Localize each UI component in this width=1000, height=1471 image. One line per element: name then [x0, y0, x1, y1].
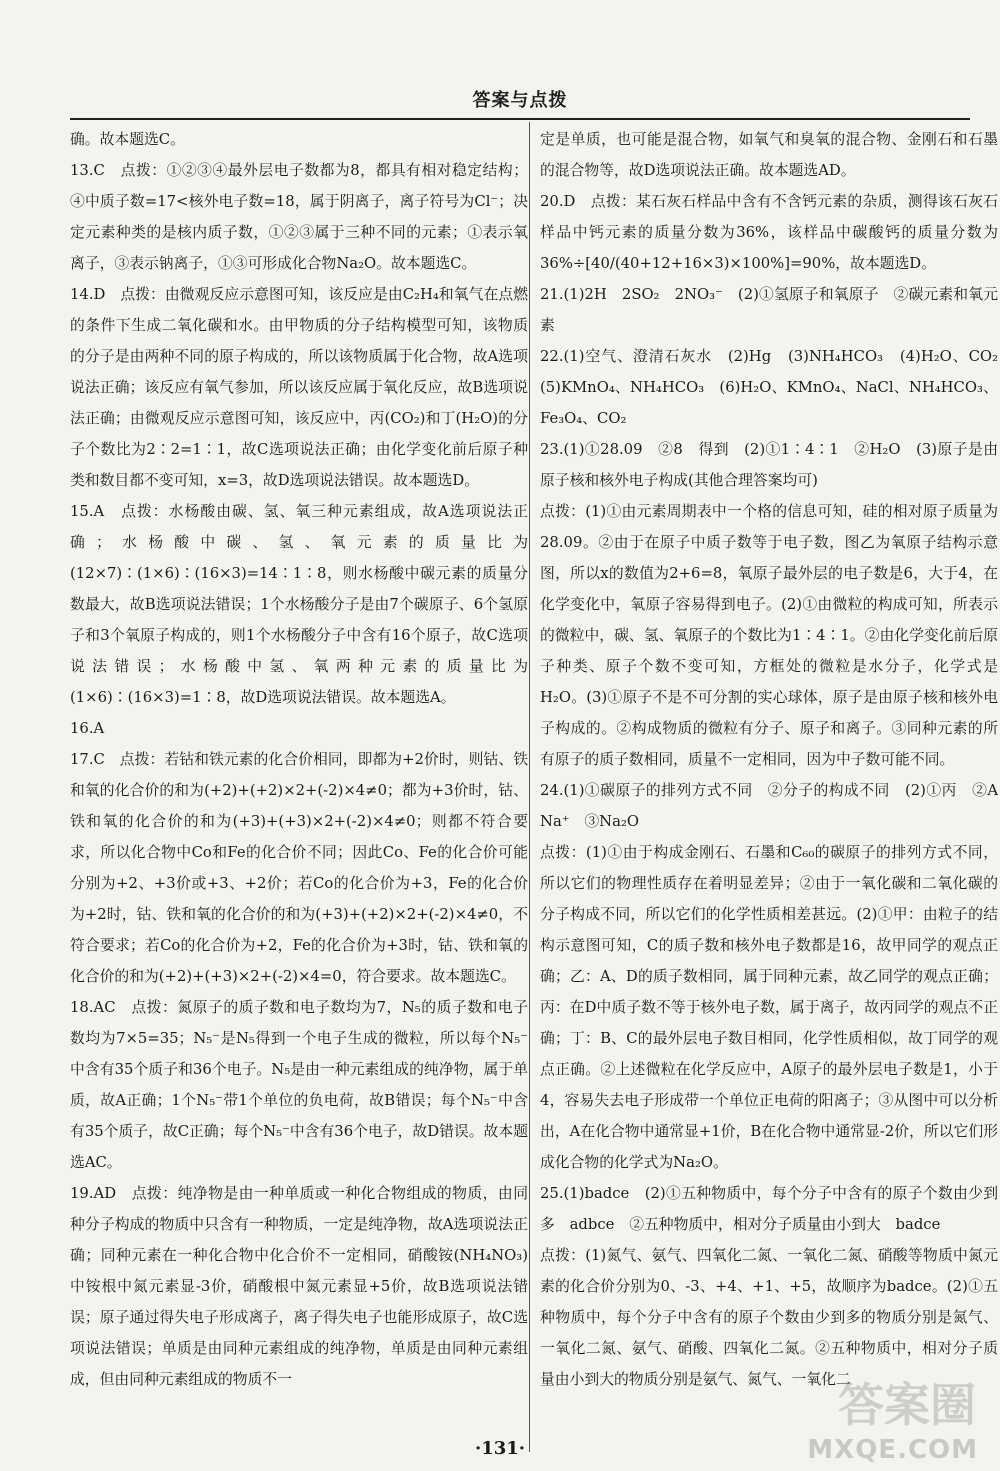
left-column	[70, 124, 528, 1444]
watermark-stamp: 答案圈	[838, 1378, 976, 1432]
answer-19: 19.AD 点拨：纯净物是由一种单质或一种化合物组成的物质，由同种分子构成的物质中只含有一种物质，一定是纯净物，故A选项说法正确；同种元素在一种化合物中化合价不一定相同，硝酸铵(NH₄NO₃)中铵根中氮元素显-3价，硝酸根中氮元素显+5价，故B选项说法错误；原子通过得失电子形成离子，离子得失电子也能形成原子，故C选项说法错误；单质是由同种元素组成的纯净物，单质是由同种元素组成，但由同种元素组成的物质不一	[70, 1185, 528, 1388]
page-header	[70, 86, 970, 118]
answer-18: 18.AC 点拨：氮原子的质子数和电子数均为7，N₅的质子数和电子数均为7×5=35；N₅⁻是N₅得到一个电子生成的微粒，所以每个N₅⁻中含有35个质子和36个电子。N₅是由一种元素组成的纯净物，属于单质，故A正确；1个N₅⁻带1个单位的负电荷，故B错误；每个N₅⁻中含有35个质子，故C正确；每个N₅⁻中含有36个电子，故D错误。故本题选AC。	[70, 999, 528, 1171]
answer-21: 21.(1)2H 2SO₂ 2NO₃⁻ (2)①氢原子和氧原子 ②碳元素和氧元素	[540, 286, 998, 334]
answer-23-explanation: 点拨：(1)①由元素周期表中一个格的信息可知，硅的相对原子质量为28.09。②由于在原子中质子数等于电子数，图乙为氧原子结构示意图，所以x的数值为2+6=8，氧原子最外层的电子数是6，大于4，在化学变化中，氧原子容易得到电子。(2)①由微粒的构成可知，所表示的微粒中，碳、氢、氧原子的个数比为1∶4∶1。②由化学变化前后原子种类、原子个数不变可知，方框处的微粒是水分子，化学式是H₂O。(3)①原子不是不可分割的实心球体，原子是由原子核和核外电子构成的。②构成物质的微粒有分子、原子和离子。③同种元素的所有原子的质子数相同，质量不一定相同，因为中子数可能不同。	[540, 503, 998, 768]
header-rule	[70, 118, 970, 120]
answer-24: 24.(1)①碳原子的排列方式不同 ②分子的构成不同 (2)①丙 ②A Na⁺ ③Na₂O	[540, 782, 998, 830]
page-title: 答案与点拨	[472, 90, 568, 111]
answer-25-explanation: 点拨：(1)氮气、氨气、四氧化二氮、一氧化二氮、硝酸等物质中氮元素的化合价分别为0、-3、+4、+1、+5，故顺序为badce。(2)①五种物质中，每个分子中含有的原子个数由少到多的物质分别是氮气、一氧化二氮、氨气、硝酸、四氧化二氮。②五种物质中，相对分子质量由小到大的物质分别是氨气、氮气、一氧化二	[540, 1247, 998, 1388]
right-column	[540, 124, 998, 1444]
column-divider	[529, 122, 530, 1452]
watermark-url: MXQE.COM	[807, 1435, 978, 1465]
answer-25: 25.(1)badce (2)①五种物质中，每个分子中含有的原子个数由少到多 adbce ②五种物质中，相对分子质量由小到大 badce	[540, 1185, 998, 1233]
answer-22: 22.(1)空气、澄清石灰水 (2)Hg (3)NH₄HCO₃ (4)H₂O、CO₂ (5)KMnO₄、NH₄HCO₃ (6)H₂O、KMnO₄、NaCl、NH₄HCO₃、Fe₃O₄、CO₂	[540, 348, 998, 427]
answer-paragraph: 确。故本题选C。	[70, 131, 185, 148]
answer-16: 16.A	[70, 720, 105, 737]
answer-24-explanation: 点拨：(1)①由于构成金刚石、石墨和C₆₀的碳原子的排列方式不同，所以它们的物理性质存在着明显差异；②由于一氧化碳和二氧化碳的分子构成不同，所以它们的化学性质相差甚远。(2)①甲：由粒子的结构示意图可知，C的质子数和核外电子数都是16，故甲同学的观点正确；乙：A、D的质子数相同，属于同种元素，故乙同学的观点正确；丙：在D中质子数不等于核外电子数，属于离子，故丙同学的观点不正确；丁：B、C的最外层电子数目相同，化学性质相似，故丁同学的观点正确。②上述微粒在化学反应中，A原子的最外层电子数是1，小于4，容易失去电子形成带一个单位正电荷的阳离子；③从图中可以分析出，A在化合物中通常显+1价，B在化合物中通常显-2价，所以它们形成化合物的化学式为Na₂O。	[540, 844, 998, 1171]
answer-20: 20.D 点拨：某石灰石样品中含有不含钙元素的杂质，测得该石灰石样品中钙元素的质量分数为36%，该样品中碳酸钙的质量分数为36%÷[40/(40+12+16×3)×100%]=90%，故本题选D。	[540, 193, 998, 272]
answer-13: 13.C 点拨：①②③④最外层电子数都为8，都具有相对稳定结构；④中质子数=17<核外电子数=18，属于阴离子，离子符号为Cl⁻；决定元素种类的是核内质子数，①②③属于三种不同的元素；①表示氧离子，③表示钠离子，①③可形成化合物Na₂O。故本题选C。	[70, 162, 528, 272]
page-number: ·131·	[474, 1438, 526, 1459]
answer-15: 15.A 点拨：水杨酸由碳、氢、氧三种元素组成，故A选项说法正确；水杨酸中碳、氢、氧元素的质量比为(12×7)∶(1×6)∶(16×3)=14∶1∶8，则水杨酸中碳元素的质量分数最大，故B选项说法错误；1个水杨酸分子是由7个碳原子、6个氢原子和3个氧原子构成的，则1个水杨酸分子中含有16个原子，故C选项说法错误；水杨酸中氢、氧两种元素的质量比为(1×6)∶(16×3)=1∶8，故D选项说法错误。故本题选A。	[70, 503, 528, 706]
answer-23: 23.(1)①28.09 ②8 得到 (2)①1∶4∶1 ②H₂O (3)原子是由原子核和核外电子构成(其他合理答案均可)	[540, 441, 998, 489]
answer-19-cont: 定是单质，也可能是混合物，如氧气和臭氧的混合物、金刚石和石墨的混合物等，故D选项说法正确。故本题选AD。	[540, 131, 998, 179]
answer-14: 14.D 点拨：由微观反应示意图可知，该反应是由C₂H₄和氧气在点燃的条件下生成二氧化碳和水。由甲物质的分子结构模型可知，该物质的分子是由两种不同的原子构成的，所以该物质属于化合物，故A选项说法正确；该反应有氧气参加，所以该反应属于氧化反应，故B选项说法正确；由微观反应示意图可知，该反应中，丙(CO₂)和丁(H₂O)的分子个数比为2∶2=1∶1，故C选项说法正确；由化学变化前后原子种类和数目都不变可知，x=3，故D选项说法错误。故本题选D。	[70, 286, 528, 489]
answer-17: 17.C 点拨：若钴和铁元素的化合价相同，即都为+2价时，则钴、铁和氧的化合价的和为(+2)+(+2)×2+(-2)×4≠0；都为+3价时，钴、铁和氧的化合价的和为(+3)+(+3)×2+(-2)×4≠0；则都不符合要求，所以化合物中Co和Fe的化合价不同；因此Co、Fe的化合价可能分别为+2、+3价或+3、+2价；若Co的化合价为+3，Fe的化合价为+2时，钴、铁和氧的化合价的和为(+3)+(+2)×2+(-2)×4≠0，不符合要求；若Co的化合价为+2，Fe的化合价为+3时，钴、铁和氧的化合价的和为(+2)+(+3)×2+(-2)×4=0，符合要求。故本题选C。	[70, 751, 528, 985]
